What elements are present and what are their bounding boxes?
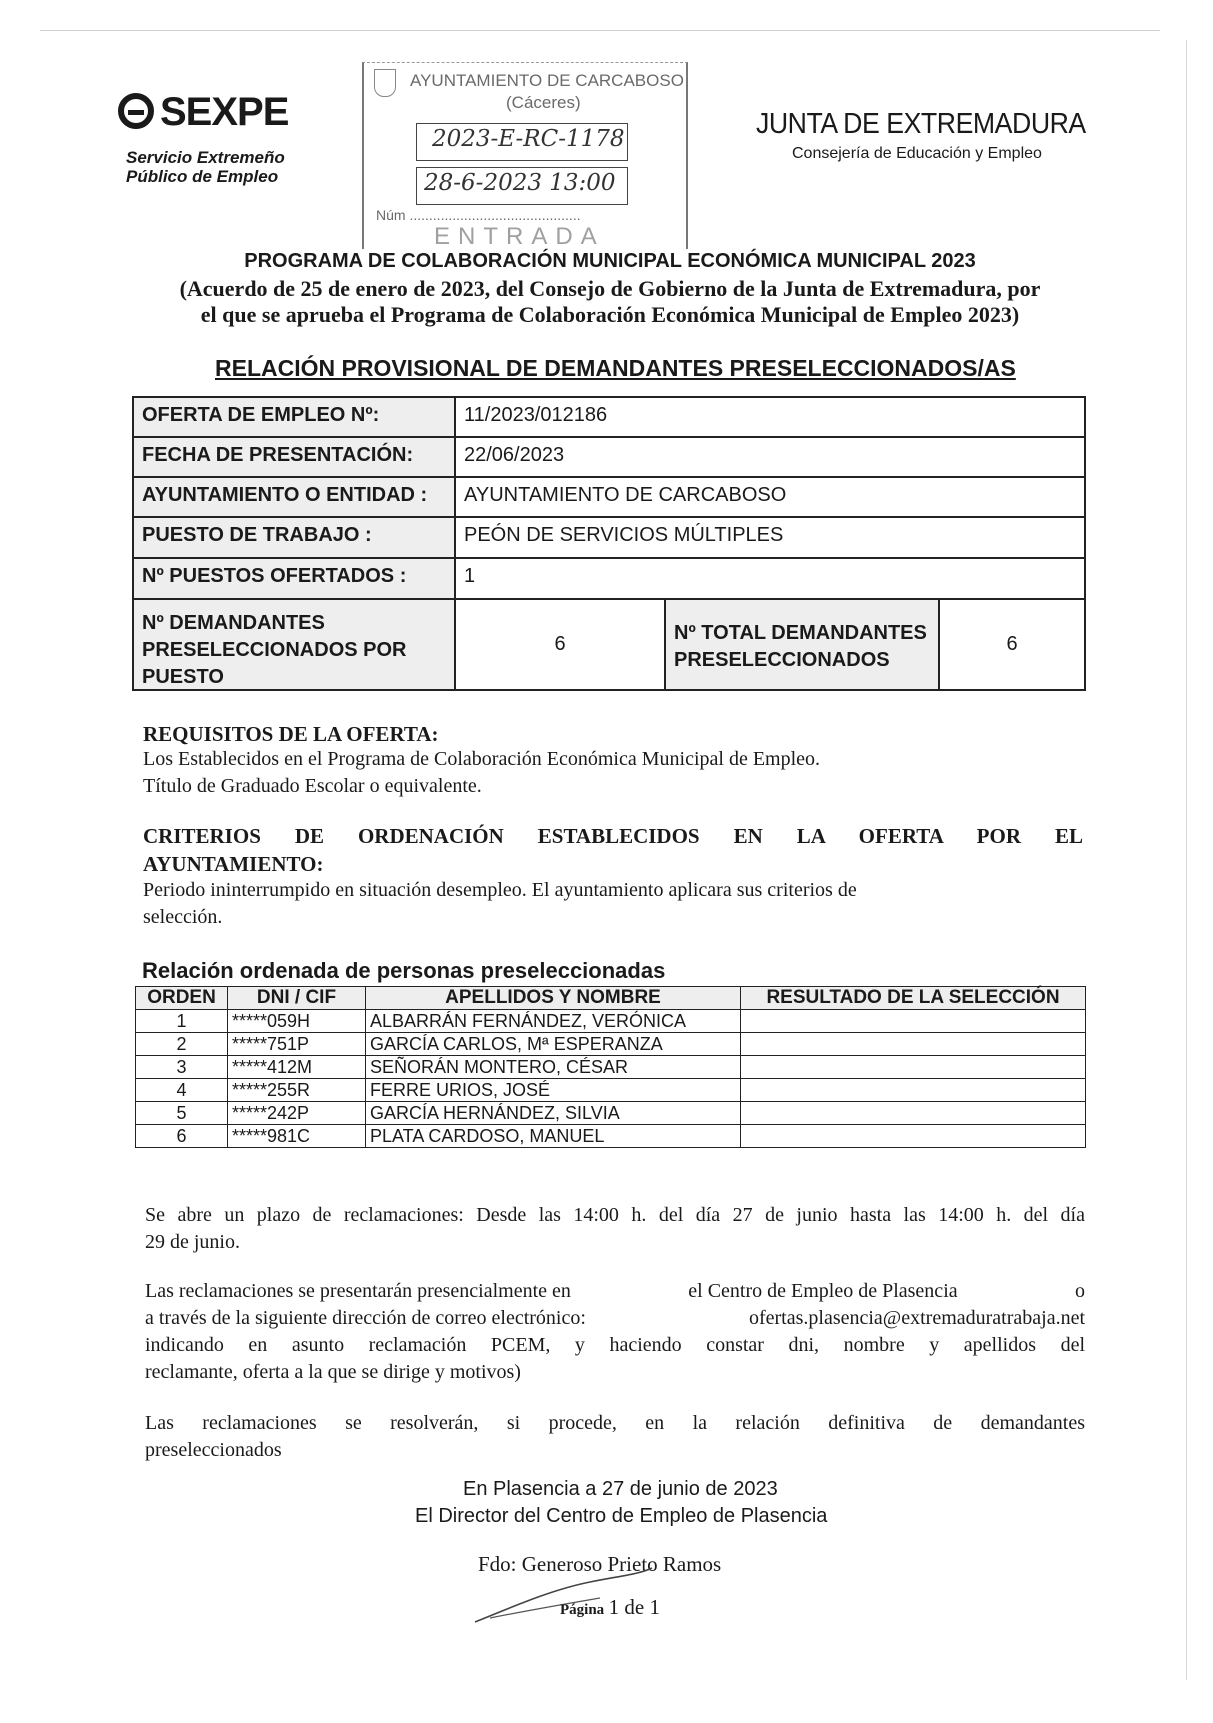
sexpe-e-icon: [118, 93, 154, 129]
claims-email: ofertas.plasencia@extremaduratrabaja.net: [748, 1307, 1085, 1329]
offer-row-value: 22/06/2023: [464, 444, 565, 466]
cell-name: GARCÍA HERNÁNDEZ, SILVIA: [366, 1102, 741, 1125]
offer-row: [134, 478, 1084, 518]
page-number: Página 1 de 1: [560, 1595, 660, 1619]
document-title: RELACIÓN PROVISIONAL DE DEMANDANTES PRESELECCIONADOS/AS: [215, 355, 1016, 381]
scan-edge-line: [1186, 40, 1187, 1680]
total-value: 6: [1006, 633, 1018, 655]
cell-result: [741, 1102, 1086, 1125]
per-post-value: 6: [554, 633, 566, 655]
claims-period: Se abre un plazo de reclamaciones: Desde las 14:00 h. del día 27 de junio hasta las 14:00 h. del día 29 de junio.: [145, 1204, 1085, 1253]
sexpe-wordmark: SEXPE: [118, 90, 288, 135]
cell-dni: *****412M: [228, 1056, 366, 1079]
cell-orden: 5: [136, 1102, 228, 1125]
offer-row: [134, 398, 1084, 438]
offer-row-label: Nº PUESTOS OFERTADOS :: [134, 559, 456, 598]
stamp-province: (Cáceres): [506, 93, 581, 112]
table-row: [136, 1010, 1086, 1033]
offer-row-label: FECHA DE PRESENTACIÓN:: [134, 438, 456, 476]
cell-orden: 6: [136, 1125, 228, 1148]
header-name: APELLIDOS Y NOMBRE: [366, 987, 741, 1010]
offer-row: [134, 438, 1084, 478]
cell-orden: 4: [136, 1079, 228, 1102]
agreement-line2: el que se aprueba el Programa de Colaboración Económica Municipal de Empleo 2023): [200, 302, 1020, 327]
cell-name: FERRE URIOS, JOSÉ: [366, 1079, 741, 1102]
cell-orden: 1: [136, 1010, 228, 1033]
junta-logo: [756, 108, 1086, 163]
signature-name: Fdo: Generoso Prieto Ramos: [478, 1552, 722, 1576]
cell-dni: *****242P: [228, 1102, 366, 1125]
table-row: [136, 1079, 1086, 1102]
stamp-entity: AYUNTAMIENTO DE CARCABOSO: [410, 71, 684, 90]
table-header-row: [136, 987, 1086, 1010]
cell-name: SEÑORÁN MONTERO, CÉSAR: [366, 1056, 741, 1079]
cell-orden: 2: [136, 1033, 228, 1056]
sexpe-line1: Servicio Extremeño: [126, 148, 285, 167]
total-label: Nº TOTAL DEMANDANTES PRESELECCIONADOS: [664, 600, 940, 689]
stamp-num-label: Núm ............................................: [376, 207, 581, 223]
offer-row-label: PUESTO DE TRABAJO :: [134, 518, 456, 557]
criteria-text: Periodo ininterrumpido en situación desempleo. El ayuntamiento aplicara sus criterios de selección.: [143, 879, 857, 928]
criteria-heading: CRITERIOS DE ORDENACIÓN ESTABLECIDOS EN LA OFERTA POR EL: [143, 824, 1083, 848]
stamp-date-time: 28-6-2023 13:00: [424, 170, 616, 196]
cell-result: [741, 1125, 1086, 1148]
header-result: RESULTADO DE LA SELECCIÓN: [741, 987, 1086, 1010]
cell-result: [741, 1079, 1086, 1102]
offer-row-label: OFERTA DE EMPLEO Nº:: [134, 398, 456, 436]
requirements-text: Los Establecidos en el Programa de Colaboración Económica Municipal de Empleo. Título de Graduado Escolar o equivalente.: [143, 748, 821, 797]
per-post-label: Nº DEMANDANTES PRESELECCIONADOS POR PUESTO: [134, 600, 456, 689]
offer-table: [132, 396, 1086, 691]
cell-dni: *****751P: [228, 1033, 366, 1056]
offer-row-value: PEÓN DE SERVICIOS MÚLTIPLES: [464, 524, 784, 546]
offer-row: [134, 559, 1084, 600]
sexpe-logo: [118, 90, 318, 190]
signature-place-date: En Plasencia a 27 de junio de 2023: [463, 1478, 778, 1500]
table-row: [136, 1125, 1086, 1148]
cell-result: [741, 1056, 1086, 1079]
registry-stamp: [362, 62, 688, 249]
requirements-heading: REQUISITOS DE LA OFERTA:: [143, 722, 439, 746]
header-dni: DNI / CIF: [228, 987, 366, 1010]
cell-orden: 3: [136, 1056, 228, 1079]
offer-row: [134, 518, 1084, 559]
claims-submission: Las reclamaciones se presentarán presencialmente en el Centro de Empleo de Plasencia o a través de la siguiente dirección de correo electrónico: ofertas.plasencia@extremaduratrabaja.net indicando en asunto reclamación PCEM, y haciendo constar dni, nombre y apellidos del reclamante, oferta a la que se dirige y motivos): [145, 1280, 1085, 1383]
stamp-entry-label: ENTRADA: [434, 223, 605, 250]
cell-result: [741, 1033, 1086, 1056]
offer-row-counts: [134, 600, 1084, 689]
agreement-text: [130, 276, 1090, 328]
claims-resolution: Las reclamaciones se resolverán, si procede, en la relación definitiva de demandantes preseleccionados: [145, 1412, 1085, 1461]
stamp-registry-number: 2023-E-RC-1178: [432, 126, 625, 152]
offer-row-value: 11/2023/012186: [464, 404, 608, 426]
candidates-table: [135, 986, 1086, 1148]
cell-dni: *****981C: [228, 1125, 366, 1148]
offer-row-value: 1: [464, 565, 476, 587]
table-row: [136, 1056, 1086, 1079]
cell-dni: *****255R: [228, 1079, 366, 1102]
cell-result: [741, 1010, 1086, 1033]
header-orden: ORDEN: [136, 987, 228, 1010]
candidates-title: Relación ordenada de personas preseleccionadas: [142, 958, 666, 983]
cell-name: ALBARRÁN FERNÁNDEZ, VERÓNICA: [366, 1010, 741, 1033]
coat-of-arms-icon: [374, 69, 396, 97]
agreement-line1: (Acuerdo de 25 de enero de 2023, del Consejo de Gobierno de la Junta de Extremadura, por: [179, 276, 1041, 301]
junta-title: JUNTA DE EXTREMADURA: [756, 108, 1086, 140]
criteria-heading-cont: AYUNTAMIENTO:: [143, 852, 324, 876]
signature-role: El Director del Centro de Empleo de Plasencia: [415, 1505, 828, 1527]
junta-subtitle: Consejería de Educación y Empleo: [792, 145, 1042, 162]
cell-name: PLATA CARDOSO, MANUEL: [366, 1125, 741, 1148]
cell-name: GARCÍA CARLOS, Mª ESPERANZA: [366, 1033, 741, 1056]
sexpe-line2: Público de Empleo: [126, 167, 279, 186]
offer-row-label: AYUNTAMIENTO O ENTIDAD :: [134, 478, 456, 516]
table-row: [136, 1033, 1086, 1056]
program-title: PROGRAMA DE COLABORACIÓN MUNICIPAL ECONÓMICA MUNICIPAL 2023: [244, 250, 976, 272]
scan-edge-line: [40, 30, 1160, 31]
offer-row-value: AYUNTAMIENTO DE CARCABOSO: [464, 484, 787, 506]
table-row: [136, 1102, 1086, 1125]
cell-dni: *****059H: [228, 1010, 366, 1033]
